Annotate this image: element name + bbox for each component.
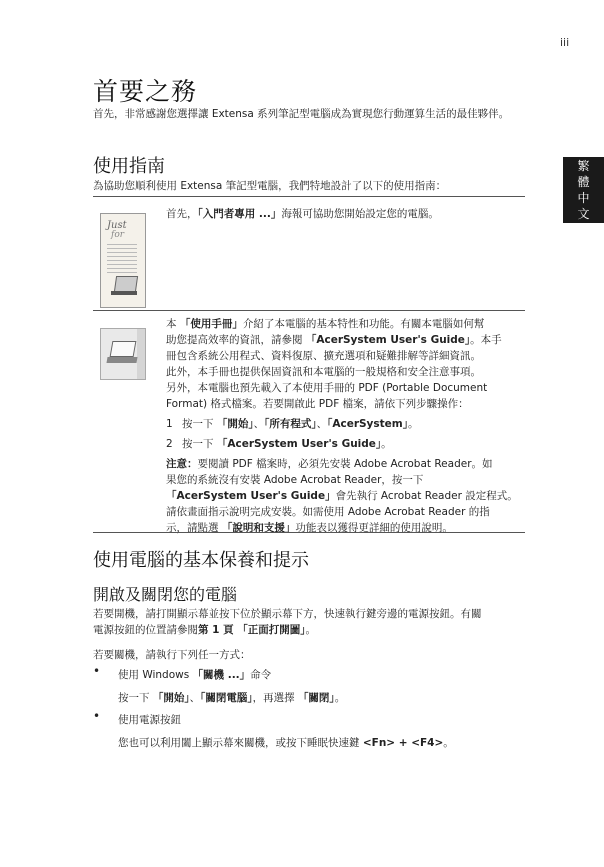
power-on-paragraph xyxy=(93,606,527,638)
line xyxy=(166,332,526,348)
text-run: 、 xyxy=(316,418,328,430)
text-run: 「AcerSystem」 xyxy=(327,418,408,430)
text-run: 「所有程式」 xyxy=(264,418,317,430)
line xyxy=(166,316,526,332)
text-run: 。 xyxy=(381,438,392,450)
text-run: 海報可協助您開始設定您的電腦。 xyxy=(281,208,439,220)
step-2 xyxy=(166,436,526,452)
text-run: 「入門者專用 ...」 xyxy=(197,208,282,220)
line: 冊包含系統公用程式、資料復原、擴充選項和疑難排解等詳細資訊。 xyxy=(166,350,481,362)
text-run: 「關閉電腦」 xyxy=(200,692,253,704)
text-run: 您也可以利用闔上顯示幕來關機，或按下睡眠快速鍵 xyxy=(118,737,363,749)
text-run: 示，請點選 xyxy=(166,522,222,534)
text-run: 要閱讀 PDF 檔案時，必須先安裝 Adobe Acrobat Reader。如 xyxy=(197,458,493,470)
text-run: 本 xyxy=(166,318,180,330)
text-run: 按一下 xyxy=(118,692,153,704)
text-run: 電源按鈕的位置請參閱 xyxy=(93,624,198,636)
language-tab-char: 文 xyxy=(577,207,590,221)
line xyxy=(166,488,526,504)
text-run: 第 1 頁 「正面打開圖」 xyxy=(198,624,306,636)
language-tab-char: 繁 xyxy=(577,159,590,173)
text-run: 。 xyxy=(334,692,346,704)
text-run: 會先執行 Acrobat Reader 設定程式。 xyxy=(335,490,518,502)
guide-entry-manual xyxy=(166,316,526,536)
booklet-icon-text: Just xyxy=(107,220,127,231)
laptop-keyboard xyxy=(106,357,137,363)
divider xyxy=(93,532,525,533)
text-run: 「AcerSystem User's Guide」 xyxy=(166,490,336,502)
line: 果您的系統沒有安裝 Adobe Acrobat Reader，按一下 xyxy=(166,474,424,486)
text-run: 按一下 xyxy=(182,438,217,450)
care-heading: 使用電腦的基本保養和提示 xyxy=(93,550,309,571)
text-run: 「關機 ...」 xyxy=(192,669,251,681)
shutdown-intro: 若要關機，請執行下列任一方式： xyxy=(93,649,251,661)
text-run: 功能表以獲得更詳細的使用說明。 xyxy=(295,522,453,534)
text-run: 命令 xyxy=(250,669,272,681)
line: 若要開機，請打開顯示幕並按下位於顯示幕下方，快速執行鍵旁邊的電源按鈕。有關 xyxy=(93,608,482,620)
text-run: 。 xyxy=(407,418,419,430)
language-tab xyxy=(563,157,604,223)
language-tab-char: 體 xyxy=(577,175,590,189)
text-run: <Fn> + <F4> xyxy=(362,737,444,749)
manual-stripe xyxy=(137,329,145,379)
note xyxy=(166,456,526,536)
text-run: 「使用手冊」 xyxy=(179,318,243,330)
divider xyxy=(93,196,525,197)
line: 此外，本手冊也提供保固資訊和本電腦的一般規格和安全注意事項。 xyxy=(166,366,481,378)
text-run: 「AcerSystem User's Guide」 xyxy=(216,438,382,450)
manual-icon xyxy=(100,328,146,380)
guide-heading: 使用指南 xyxy=(93,156,165,177)
text-run: 「關閉」 xyxy=(297,692,335,704)
text-run: 介紹了本電腦的基本特性和功能。有關本電腦如何幫 xyxy=(242,318,485,330)
bullet-sub-windows xyxy=(118,690,345,706)
line: 請依畫面指示說明完成安裝。如需使用 Adobe Acrobat Reader 的指 xyxy=(166,506,490,518)
line xyxy=(93,622,527,638)
laptop-icon xyxy=(114,276,138,292)
text-run: 「AcerSystem User's Guide」 xyxy=(305,334,471,346)
step-1 xyxy=(166,416,526,432)
bullet-item-windows xyxy=(118,667,271,683)
bullet-sub-power xyxy=(118,735,454,751)
step-number: 2 xyxy=(166,438,173,450)
text-run: ，再選擇 xyxy=(252,692,298,704)
page-title: 首要之務 xyxy=(93,77,198,106)
line xyxy=(166,456,526,472)
laptop-base xyxy=(111,291,137,295)
guide-entry-poster xyxy=(166,206,439,222)
text-run: 「開始」 xyxy=(216,418,254,430)
text-run: 、 xyxy=(253,418,265,430)
booklet-icon xyxy=(100,213,146,308)
note-label: 注意： xyxy=(166,458,198,470)
text-run: 、 xyxy=(189,692,201,704)
guide-intro: 為協助您順利使用 Extensa 筆記型電腦，我們特地設計了以下的使用指南： xyxy=(93,180,447,192)
bullet-icon: • xyxy=(93,709,101,723)
divider xyxy=(93,310,525,311)
text-run: 。 xyxy=(305,624,317,636)
booklet-icon-text: for xyxy=(111,230,125,240)
line: Format) 格式檔案。若要開啟此 PDF 檔案，請依下列步驟操作： xyxy=(166,398,469,410)
line: 另外，本電腦也預先載入了本使用手冊的 PDF (Portable Document xyxy=(166,382,488,394)
power-subheading: 開啟及關閉您的電腦 xyxy=(93,585,238,604)
bullet-icon: • xyxy=(93,664,101,678)
text-run: 按一下 xyxy=(182,418,217,430)
language-tab-char: 中 xyxy=(577,191,590,205)
step-number: 1 xyxy=(166,418,173,430)
bullet-item-power: 使用電源按鈕 xyxy=(118,714,181,726)
laptop-screen xyxy=(110,341,137,357)
page-number: iii xyxy=(560,36,570,49)
line xyxy=(166,520,526,536)
text-run: 。 xyxy=(443,737,454,749)
booklet-lines xyxy=(107,244,137,274)
text-run: 使用 Windows xyxy=(118,669,193,681)
text-run: 「開始」 xyxy=(152,692,190,704)
text-run: 「說明和支援」 xyxy=(221,522,296,534)
text-run: 助您提高效率的資訊，請參閱 xyxy=(166,334,306,346)
text-run: 。本手 xyxy=(470,334,502,346)
intro-paragraph: 首先，非常感謝您選擇讓 Extensa 系列筆記型電腦成為實現您行動運算生活的最佳夥伴。 xyxy=(93,108,510,120)
text-run: 首先， xyxy=(166,208,198,220)
